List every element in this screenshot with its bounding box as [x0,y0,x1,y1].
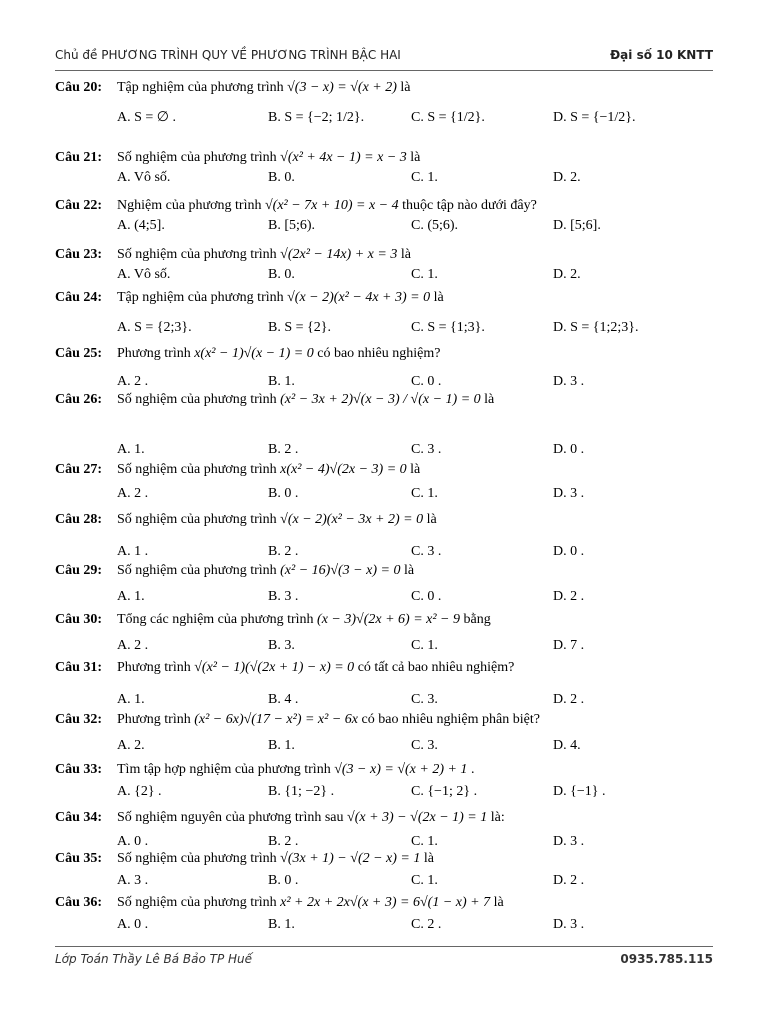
option-a: A. 0 . [117,834,149,849]
option-a: A. 2 . [117,638,149,653]
answer-options [55,738,715,756]
equation: √(x² − 1)(√(2x + 1) − x) = 0 [194,660,355,675]
option-d: D. 2 . [553,589,585,604]
option-a: A. 1. [117,589,145,604]
option-b: B. 0. [268,267,295,282]
question-stem [55,392,715,410]
question-stem [55,712,715,730]
option-a: A. 3 . [117,873,149,888]
answer-options [55,374,715,392]
question-item [55,612,715,656]
option-c: C. 1. [411,170,438,185]
option-b: B. {1; −2} . [268,784,335,799]
answer-options [55,834,715,852]
option-b: B. 3 . [268,589,299,604]
question-prompt: Tìm tập hợp nghiệm của phương trình [117,762,331,777]
option-b: B. 1. [268,917,295,932]
question-number: Câu 21: [55,150,103,165]
answer-options [55,692,715,710]
page-header [55,46,713,66]
question-text [117,612,491,628]
option-c: C. 3. [411,692,438,707]
question-prompt: Số nghiệm của phương trình [117,512,277,527]
equation: √(3x + 1) − √(2 − x) = 1 [280,851,421,866]
option-a: A. 2 . [117,486,149,501]
question-prompt: Tập nghiệm của phương trình [117,80,284,95]
option-b: B. 2 . [268,442,299,457]
equation: √(x − 2)(x² − 3x + 2) = 0 [280,512,424,527]
question-text [117,851,434,867]
option-b: B. 4 . [268,692,299,707]
option-d: D. 2 . [553,692,585,707]
option-a: A. (4;5]. [117,218,165,233]
question-text [117,80,411,96]
question-text [117,895,504,911]
option-c: C. 1. [411,638,438,653]
question-prompt: Phương trình [117,660,191,675]
question-number: Câu 22: [55,198,103,213]
question-number: Câu 35: [55,851,103,866]
question-text [117,392,494,408]
question-stem [55,462,715,480]
option-c: C. 0 . [411,374,442,389]
question-tail: . [470,762,475,777]
option-d: D. 0 . [553,442,585,457]
equation: √(x − 2)(x² − 4x + 3) = 0 [287,290,431,305]
question-number: Câu 27: [55,462,103,477]
option-c: C. 3 . [411,442,442,457]
option-a: A. S = ∅ . [117,110,176,125]
question-number: Câu 29: [55,563,103,578]
answer-options [55,917,715,935]
question-tail: bằng [463,612,491,627]
option-c: C. 1. [411,267,438,282]
question-item [55,346,715,392]
footer-phone: 0935.785.115 [620,952,713,966]
option-d: D. [5;6]. [553,218,601,233]
question-tail: có tất cả bao nhiêu nghiệm? [357,660,515,675]
question-number: Câu 28: [55,512,103,527]
option-b: B. 3. [268,638,295,653]
question-tail: là [403,563,415,578]
option-b: B. S = {2}. [268,320,331,335]
question-prompt: Nghiệm của phương trình [117,198,262,213]
question-stem [55,247,715,265]
question-text [117,810,505,826]
header-topic: Chủ đề PHƯƠNG TRÌNH QUY VỀ PHƯƠNG TRÌNH BẬC HAI [55,48,401,62]
footer-divider [55,946,713,947]
option-d: D. 2 . [553,873,585,888]
question-item [55,895,715,935]
equation: (x² − 6x)√(17 − x²) = x² − 6x [194,712,359,727]
equation: √(x² − 7x + 10) = x − 4 [264,198,399,213]
question-stem [55,895,715,913]
option-c: C. 3 . [411,544,442,559]
question-item [55,851,715,891]
equation: x(x² − 4)√(2x − 3) = 0 [280,462,407,477]
option-d: D. S = {1;2;3}. [553,320,639,335]
page-footer [55,952,713,970]
question-item [55,247,715,285]
option-c: C. 1. [411,834,438,849]
question-item [55,462,715,504]
question-prompt: Số nghiệm của phương trình [117,150,277,165]
question-item [55,392,715,460]
option-b: B. S = {−2; 1/2}. [268,110,365,125]
answer-options [55,486,715,504]
question-stem [55,612,715,630]
question-number: Câu 30: [55,612,103,627]
question-item [55,150,715,188]
question-text [117,660,514,676]
question-item [55,563,715,607]
question-number: Câu 32: [55,712,103,727]
option-a: A. Vô số. [117,267,171,282]
option-a: A. Vô số. [117,170,171,185]
question-text [117,346,440,362]
question-prompt: Số nghiệm của phương trình [117,462,277,477]
equation: (x² − 3x + 2)√(x − 3) / √(x − 1) = 0 [280,392,481,407]
option-c: C. (5;6). [411,218,459,233]
option-b: B. 1. [268,374,295,389]
answer-options [55,638,715,656]
question-tail: là [433,290,444,305]
option-d: D. 3 . [553,374,585,389]
header-subject: Đại số 10 KNTT [610,48,713,62]
option-d: D. 0 . [553,544,585,559]
question-prompt: Số nghiệm của phương trình [117,392,277,407]
question-item [55,810,715,852]
question-number: Câu 34: [55,810,103,825]
question-number: Câu 20: [55,80,103,95]
question-tail: có bao nhiêu nghiệm? [317,346,441,361]
question-text [117,712,540,728]
option-b: B. 2 . [268,544,299,559]
question-tail: là [410,462,421,477]
option-d: D. S = {−1/2}. [553,110,636,125]
question-stem [55,150,715,168]
question-prompt: Phương trình [117,712,191,727]
question-number: Câu 36: [55,895,103,910]
option-d: D. 3 . [553,486,585,501]
question-item [55,512,715,562]
answer-options [55,267,715,285]
question-stem [55,851,715,869]
option-a: A. 1. [117,692,145,707]
option-c: C. S = {1;3}. [411,320,485,335]
question-tail: là [493,895,504,910]
question-text [117,512,437,528]
option-c: C. S = {1/2}. [411,110,485,125]
question-tail: có bao nhiêu nghiệm phân biệt? [361,712,540,727]
question-text [117,563,414,579]
answer-options [55,873,715,891]
option-d: D. 2. [553,170,581,185]
question-stem [55,290,715,308]
answer-options [55,442,715,460]
question-stem [55,346,715,364]
option-a: A. 2. [117,738,145,753]
question-prompt: Tập nghiệm của phương trình [117,290,284,305]
equation: √(3 − x) = √(x + 2) + 1 [334,762,468,777]
question-number: Câu 26: [55,392,103,407]
option-b: B. 0 . [268,873,299,888]
option-b: B. 0 . [268,486,299,501]
question-stem [55,810,715,828]
answer-options [55,320,715,338]
equation: x(x² − 1)√(x − 1) = 0 [194,346,314,361]
question-prompt: Số nghiệm của phương trình [117,851,277,866]
question-prompt: Số nghiệm của phương trình [117,563,277,578]
question-text [117,150,420,166]
option-a: A. 1. [117,442,145,457]
option-b: B. 2 . [268,834,299,849]
question-number: Câu 33: [55,762,103,777]
question-text [117,290,444,306]
option-a: A. 0 . [117,917,149,932]
equation: (x − 3)√(2x + 6) = x² − 9 [317,612,461,627]
option-d: D. 3 . [553,917,585,932]
question-item [55,290,715,338]
question-item [55,198,715,236]
answer-options [55,110,715,128]
answer-options [55,784,715,802]
equation: (x² − 16)√(3 − x) = 0 [280,563,401,578]
option-d: D. 4. [553,738,581,753]
option-b: B. [5;6). [268,218,316,233]
question-tail: là [400,247,411,262]
question-prompt: Tổng các nghiệm của phương trình [117,612,314,627]
footer-author: Lớp Toán Thầy Lê Bá Bảo TP Huế [55,952,253,966]
option-c: C. 1. [411,486,438,501]
equation: x² + 2x + 2x√(x + 3) = 6√(1 − x) + 7 [280,895,491,910]
question-prompt: Số nghiệm nguyên của phương trình sau [117,810,344,825]
option-c: C. 0 . [411,589,442,604]
question-text [117,462,420,478]
question-stem [55,198,715,216]
option-d: D. 3 . [553,834,585,849]
answer-options [55,218,715,236]
option-d: D. 2. [553,267,581,282]
answer-options [55,170,715,188]
question-stem [55,762,715,780]
option-c: C. 1. [411,873,438,888]
answer-options [55,589,715,607]
question-number: Câu 31: [55,660,103,675]
question-item [55,762,715,802]
option-d: D. 7 . [553,638,585,653]
question-item [55,712,715,756]
question-stem [55,512,715,530]
header-divider [55,70,713,71]
question-tail: là [484,392,495,407]
question-prompt: Số nghiệm của phương trình [117,895,277,910]
question-number: Câu 25: [55,346,103,361]
question-number: Câu 23: [55,247,103,262]
question-tail: là: [490,810,505,825]
question-text [117,198,537,214]
option-a: A. 2 . [117,374,149,389]
equation: √(2x² − 14x) + x = 3 [280,247,398,262]
option-c: C. 3. [411,738,438,753]
question-text [117,762,474,778]
question-tail: là [426,512,437,527]
option-c: C. 2 . [411,917,442,932]
option-d: D. {−1} . [553,784,606,799]
question-text [117,247,411,263]
question-stem [55,660,715,678]
equation: √(3 − x) = √(x + 2) [287,80,397,95]
question-tail: là [400,80,411,95]
equation: √(x + 3) − √(2x − 1) = 1 [347,810,488,825]
option-a: A. S = {2;3}. [117,320,192,335]
question-tail: là [410,150,421,165]
answer-options [55,544,715,562]
question-prompt: Phương trình [117,346,191,361]
question-tail: là [423,851,434,866]
question-prompt: Số nghiệm của phương trình [117,247,277,262]
question-stem [55,563,715,581]
option-a: A. {2} . [117,784,162,799]
question-stem [55,80,715,98]
question-tail: thuộc tập nào dưới đây? [402,198,537,213]
option-c: C. {−1; 2} . [411,784,478,799]
equation: √(x² + 4x − 1) = x − 3 [280,150,407,165]
option-a: A. 1 . [117,544,149,559]
question-number: Câu 24: [55,290,103,305]
option-b: B. 0. [268,170,295,185]
question-item [55,660,715,710]
option-b: B. 1. [268,738,295,753]
question-item [55,80,715,128]
